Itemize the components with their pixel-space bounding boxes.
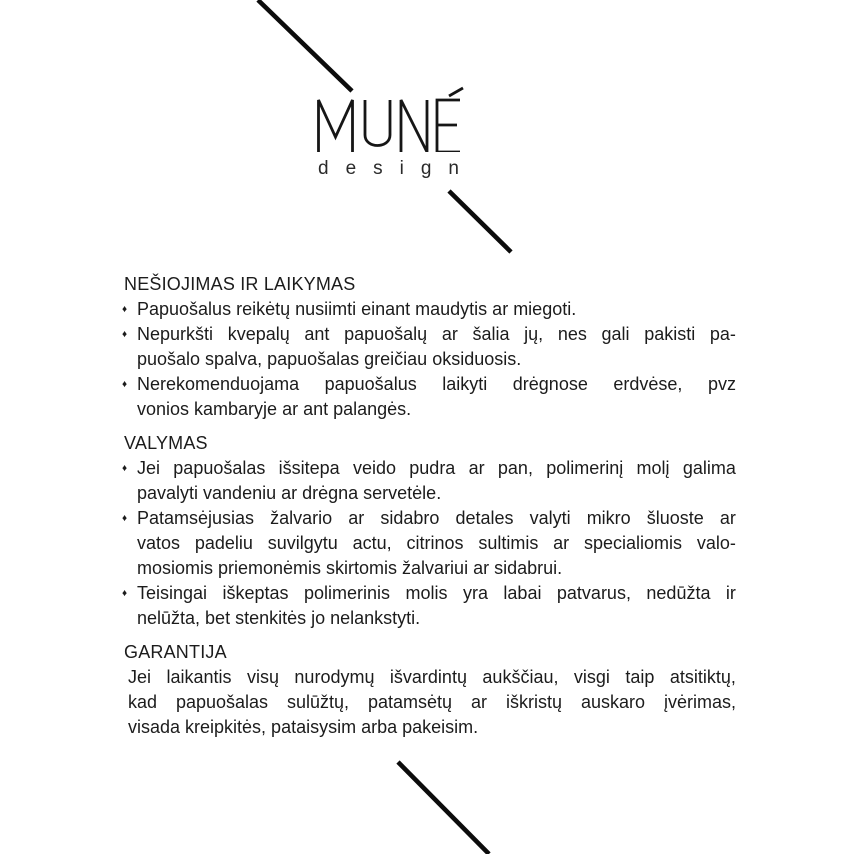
text-line: Teisingai iškeptas polimerinis molis yra labai patvarus, nedūžta ir [137, 583, 736, 603]
bullet-item [124, 456, 736, 506]
paragraph [124, 665, 736, 740]
diagonal-line-top [258, 0, 352, 91]
text-line: puošalo spalva, papuošalas greičiau oksiduosis. [137, 349, 522, 369]
text-line: pavalyti vandeniu ar drėgna servetėle. [137, 483, 442, 503]
bullet-item [124, 372, 736, 422]
text-line: Jei laikantis visų nurodymų išvardintų aukščiau, visgi taip atsitiktų, [128, 667, 736, 687]
section-heading: NEŠIOJIMAS IR LAIKYMAS [124, 274, 356, 294]
text-line: mosiomis priemonėmis skirtomis žalvariui ar sidabrui. [137, 558, 563, 578]
text-line: Papuošalus reikėtų nusiimti einant maudytis ar miegoti. [137, 299, 577, 319]
mune-wordmark-logo [317, 86, 470, 152]
text-line: Patamsėjusias žalvario ar sidabro detales valyti mikro šluoste ar [137, 508, 736, 528]
bullet-icon: ♦ [122, 463, 128, 474]
text-line: vatos padeliu suvilgytu actu, citrinos sultimis ar specialiomis valo- [137, 533, 736, 553]
brand-tagline: design [318, 158, 476, 179]
bullet-item [124, 322, 736, 372]
section-ne-iojimas-ir-laikymas [124, 272, 736, 422]
bullet-item [124, 297, 736, 322]
brand-logo [317, 86, 492, 179]
section-garantija [124, 640, 736, 740]
text-line: kad papuošalas sulūžtų, patamsėtų ar iškristų auskaro įvėrimas, [128, 692, 736, 712]
logo-letter-u [365, 100, 390, 146]
bullet-icon: ♦ [122, 588, 128, 599]
bullet-item [124, 581, 736, 631]
bullet-icon: ♦ [122, 513, 128, 524]
bullet-icon: ♦ [122, 329, 128, 340]
bullet-item [124, 506, 736, 581]
section-heading: GARANTIJA [124, 642, 227, 662]
text-line: visada kreipkitės, pataisysim arba pakeisim. [128, 717, 479, 737]
diagonal-line-middle [449, 191, 511, 252]
logo-letter-e [437, 100, 460, 152]
text-line: Jei papuošalas išsitepa veido pudra ar pan, polimerinį molį galima [137, 458, 736, 478]
logo-accent-mark [449, 88, 463, 96]
logo-letter-n [401, 100, 427, 152]
diagonal-line-bottom [398, 762, 489, 854]
text-line: vonios kambaryje ar ant palangės. [137, 399, 412, 419]
logo-letter-m [319, 100, 353, 152]
text-line: nelūžta, bet stenkitės jo nelankstyti. [137, 608, 421, 628]
section-heading: VALYMAS [124, 433, 208, 453]
text-line: Nepurkšti kvepalų ant papuošalų ar šalia jų, nes gali pakisti pa- [137, 324, 736, 344]
bullet-icon: ♦ [122, 379, 128, 390]
text-line: Nerekomenduojama papuošalus laikyti drėgnose erdvėse, pvz [137, 374, 736, 394]
bullet-icon: ♦ [122, 304, 128, 315]
section-valymas [124, 431, 736, 631]
care-instructions [124, 272, 736, 740]
